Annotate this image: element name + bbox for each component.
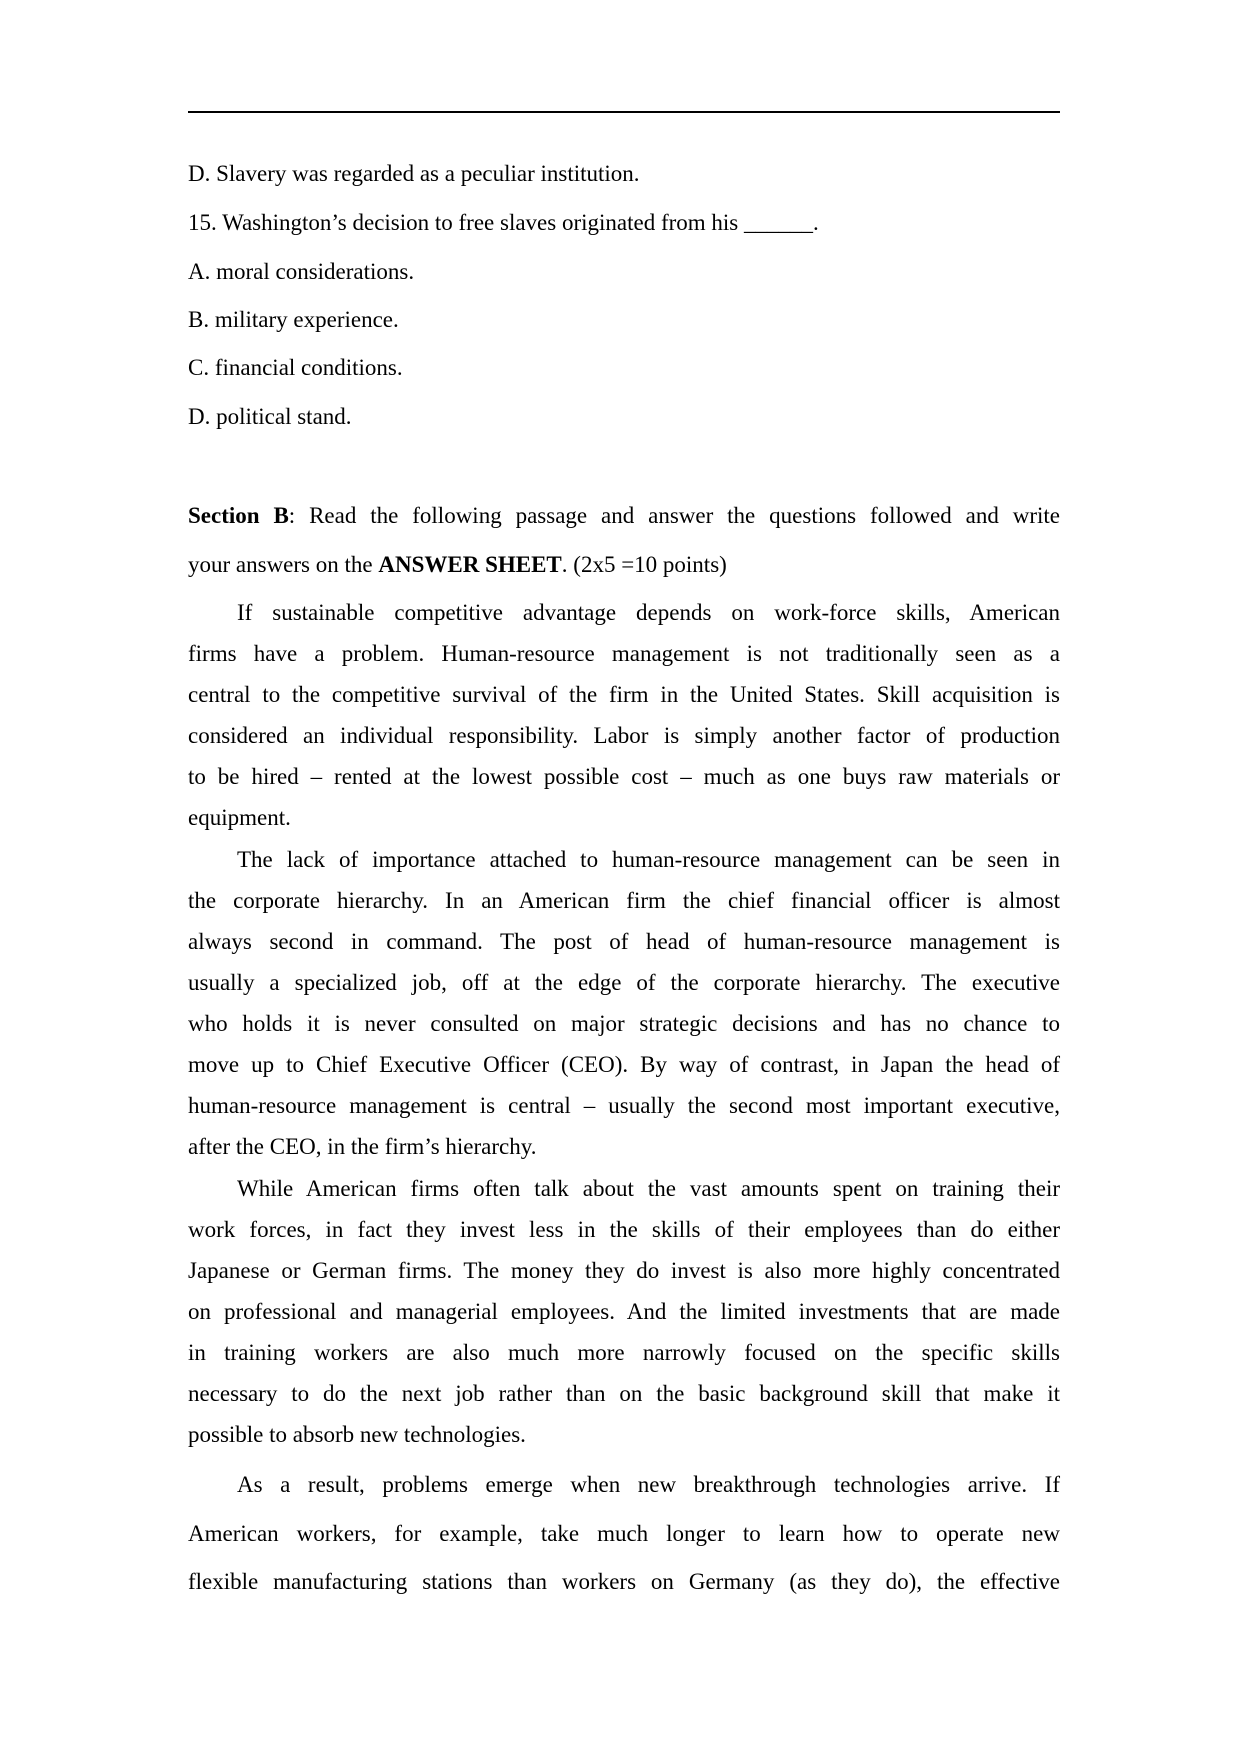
passage-p1-line: firms have a problem. Human-resource management is not traditionally seen as a [188,641,1060,666]
section-b-instruction [188,502,1060,530]
passage-p3-line: Japanese or German firms. The money they do invest is also more highly concentrated [188,1258,1060,1283]
passage-p2-line: human-resource management is central – usually the second most important executive, [188,1093,1060,1118]
section-b-instruction-line-2: your answers on the ANSWER SHEET. (2x5 =10 points) [188,552,727,577]
section-b-instruction-text: : Read the following passage and answer the questions followed and write [288,503,1060,528]
passage-p3-line: in training workers are also much more narrowly focused on the specific skills [188,1340,1060,1365]
passage-p2-line: usually a specialized job, off at the edge of the corporate hierarchy. The executive [188,970,1060,995]
answer-sheet-label: ANSWER SHEET [378,552,562,577]
section-b-label: Section B [188,503,289,528]
q15-option-d: D. political stand. [188,404,352,429]
passage-p3-line: necessary to do the next job rather than on the basic background skill that make it [188,1381,1060,1406]
passage-p3-line: possible to absorb new technologies. [188,1422,526,1447]
passage-p1-line: equipment. [188,805,291,830]
header-rule [188,111,1060,113]
passage-p1-line: considered an individual responsibility. Labor is simply another factor of production [188,723,1060,748]
passage-p2-line: who holds it is never consulted on major strategic decisions and has no chance to [188,1011,1060,1036]
passage-p4-line: As a result, problems emerge when new breakthrough technologies arrive. If [237,1472,1060,1497]
passage-p2-line: move up to Chief Executive Officer (CEO). By way of contrast, in Japan the head of [188,1052,1060,1077]
passage-p2-line: the corporate hierarchy. In an American firm the chief financial officer is almost [188,888,1060,913]
passage-p4-line: American workers, for example, take much longer to learn how to operate new [188,1521,1060,1546]
passage-p3-line: on professional and managerial employees. And the limited investments that are made [188,1299,1060,1324]
passage-p1-line: to be hired – rented at the lowest possible cost – much as one buys raw materials or [188,764,1060,789]
passage-p4-line: flexible manufacturing stations than workers on Germany (as they do), the effective [188,1569,1060,1594]
passage-p1-line: If sustainable competitive advantage depends on work-force skills, American [237,600,1060,625]
q14-option-d: D. Slavery was regarded as a peculiar institution. [188,161,640,186]
passage-p2-line: The lack of importance attached to human-resource management can be seen in [237,847,1060,872]
passage-p3-line: While American firms often talk about the vast amounts spent on training their [237,1176,1060,1201]
passage-p2-line: always second in command. The post of head of human-resource management is [188,929,1060,954]
passage-p3-line: work forces, in fact they invest less in the skills of their employees than do either [188,1217,1060,1242]
q15-option-b: B. military experience. [188,307,399,332]
passage-p2-line: after the CEO, in the firm’s hierarchy. [188,1134,537,1159]
passage-p1-line: central to the competitive survival of the firm in the United States. Skill acquisition is [188,682,1060,707]
q15-option-a: A. moral considerations. [188,259,415,284]
q15-option-c: C. financial conditions. [188,355,403,380]
q15-prompt: 15. Washington’s decision to free slaves originated from his ______. [188,210,819,235]
